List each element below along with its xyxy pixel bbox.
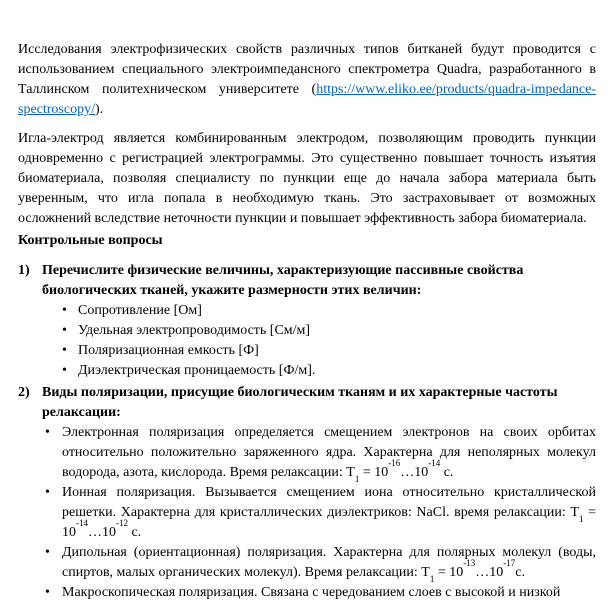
list-item [42, 361, 596, 381]
list-item [42, 483, 596, 543]
list-item [42, 583, 596, 603]
superscript: -16 [388, 458, 401, 469]
superscript: -14 [76, 518, 88, 529]
superscript: -14 [428, 458, 441, 469]
list-item-text: Удельная электропроводимость [См/м] [78, 323, 311, 338]
bullet-icon: • [62, 343, 67, 358]
list-item [42, 321, 596, 341]
question-body [42, 261, 596, 381]
question-item-1 [18, 261, 596, 381]
text-run: с. [440, 465, 454, 480]
bullet-icon: • [62, 323, 67, 338]
question-title: Виды поляризации, присущие биологическим тканям и их характерные частоты релаксации: [42, 385, 558, 420]
text-run: Ионная поляризация. Вызывается смещением иона относительно кристаллической решетки. Характерна для кристаллических диэлектриков: NaCl. время релаксации: Т [62, 485, 596, 520]
bullet-icon: • [45, 585, 50, 600]
hyperlink[interactable]: https://www.eliko.ee/products/quadra-impedance-spectroscopy/ [18, 82, 596, 117]
text-run: …10 [475, 565, 504, 580]
list-item-text: Поляризационная емкость [Ф] [78, 343, 259, 358]
subscript: 1 [354, 473, 360, 484]
text-run: = 10 [359, 465, 389, 480]
subscript: 1 [578, 513, 584, 524]
text-run: = 10 [62, 505, 596, 540]
question-item-2 [18, 383, 596, 603]
text-run: Исследования электрофизических свойств различных типов битканей будут проводится с использованием специального электроимпедансного спектрометра Quadra, разработанного в Таллинском политехническом университете ( [18, 42, 596, 97]
text-run: …10 [88, 525, 116, 540]
question-number: 2) [18, 385, 30, 400]
superscript: -17 [503, 558, 516, 569]
text-run: Электронная поляризация определяется смещением электронов на своих орбитах относительно положительно заряженного ядра. Характерна для неполярных молекул водорода, азота, кислорода. Время релаксации: Т [62, 425, 596, 480]
bullet-list [42, 423, 596, 603]
superscript: -12 [116, 518, 128, 529]
intro-paragraph-quadra [18, 40, 596, 120]
list-item [42, 341, 596, 361]
text-run: с. [128, 525, 142, 540]
list-item [42, 301, 596, 321]
subscript: 1 [429, 573, 435, 584]
superscript: -13 [463, 558, 476, 569]
list-item-text: Диэлектрическая проницаемость [Ф/м]. [78, 363, 316, 378]
list-item-text [62, 585, 560, 600]
bullet-icon: • [45, 545, 50, 560]
question-number: 1) [18, 263, 30, 278]
text-run: Дипольная (ориентационная) поляризация. Характерна для полярных молекул (воды, спиртов, малых органических молекул). Время релаксации: Т [62, 545, 596, 580]
bullet-icon: • [62, 303, 67, 318]
text-run: = 10 [434, 565, 464, 580]
list-item [42, 543, 596, 583]
intro-paragraph-needle-electrode: Игла-электрод является комбинированным электродом, позволяющим проводить пункции одновременно с регистрацией электрограммы. Это существенно повышает точность изъятия биоматериала, позволяя специалисту по пункции еще до начала забора материала быть уверенным, что игла попала в необходимую ткань. Это застраховывает от возможных осложнений вследствие неточности пункции и повышает эффективность забора биоматериала. [18, 131, 596, 226]
list-item-text [62, 545, 596, 584]
section-heading-control-questions: Контрольные вопросы [18, 233, 163, 248]
bullet-list [42, 301, 596, 381]
text-run: ). [94, 102, 104, 117]
list-item-text: Сопротивление [Ом] [78, 303, 202, 318]
bullet-icon: • [45, 485, 50, 500]
question-body [42, 383, 596, 603]
text-run: …10 [400, 465, 429, 480]
list-item-text [62, 485, 596, 540]
list-item [42, 423, 596, 483]
bullet-icon: • [62, 363, 67, 378]
text-run: Макроскопическая поляризация. Связана с чередованием слоев с высокой и низкой [62, 585, 561, 600]
question-title: Перечислите физические величины, характеризующие пассивные свойства биологических тканей, укажите размерности этих величин: [42, 263, 524, 298]
text-run: с. [515, 565, 525, 580]
list-item-text [62, 425, 596, 484]
bullet-icon: • [45, 425, 50, 440]
